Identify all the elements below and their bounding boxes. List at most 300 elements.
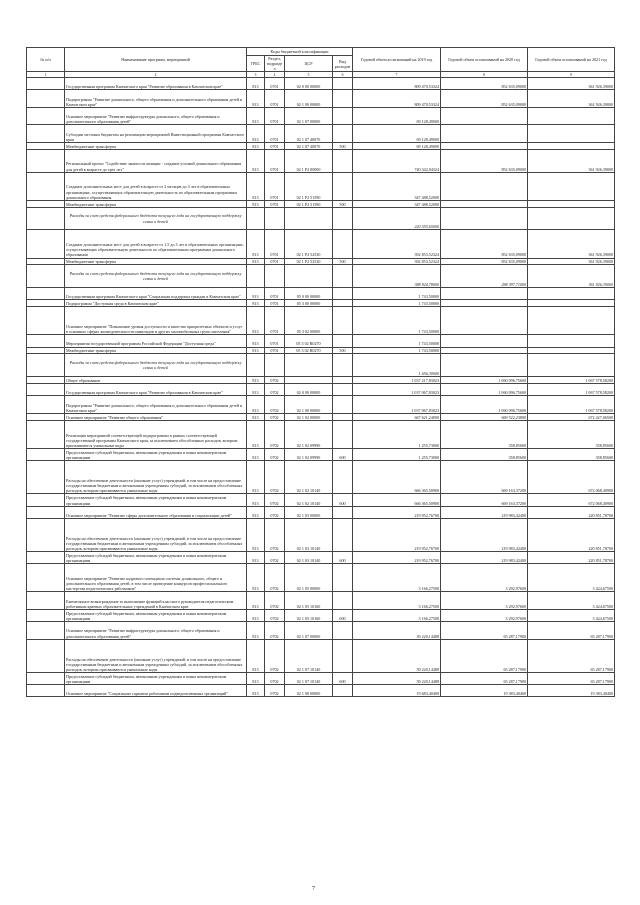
row-number-cell — [27, 258, 65, 265]
csr-code-cell: 02 1 02 09990 — [285, 448, 333, 460]
amount-2020-cell: 3 292,97600 — [441, 592, 528, 610]
grbs-code-cell: 813 — [247, 200, 265, 207]
table-row — [27, 207, 615, 230]
table-row — [27, 564, 615, 592]
column-header-vr: Вид расходов — [333, 56, 353, 72]
section-code-cell: 0702 — [265, 413, 285, 420]
csr-code-cell: 02 1 02 09990 — [285, 420, 333, 448]
amount-2020-cell — [441, 288, 528, 300]
table-row — [27, 335, 615, 347]
expense-type-cell — [333, 396, 353, 414]
column-index: 5 — [285, 72, 333, 78]
section-code-cell: 0701 — [265, 200, 285, 207]
amount-2020-cell: 65 287,17900 — [441, 622, 528, 640]
amount-2020-cell — [441, 300, 528, 307]
amount-2021-cell — [528, 354, 615, 377]
amount-2021-cell — [528, 347, 615, 354]
amount-2019-cell: 3 166,27500 — [353, 564, 441, 592]
csr-code-cell: 02 1 03 00000 — [285, 506, 333, 518]
amount-2021-cell: 220 851,78700 — [528, 518, 615, 551]
section-code-cell: 0702 — [265, 622, 285, 640]
amount-2021-cell: 358,85600 — [528, 420, 615, 448]
amount-2019-cell: 666 365,50900 — [353, 494, 441, 506]
grbs-code-cell: 813 — [247, 230, 265, 258]
row-number-cell — [27, 384, 65, 396]
row-number-cell — [27, 347, 65, 354]
csr-code-cell: 02 1 08 00000 — [285, 685, 333, 697]
amount-2020-cell: 852 635,09000 — [441, 149, 528, 172]
grbs-code-cell: 813 — [247, 396, 265, 414]
grbs-code-cell: 813 — [247, 518, 265, 551]
amount-2020-cell: 219 983,42400 — [441, 518, 528, 551]
amount-2020-cell: 1 060 096,75600 — [441, 396, 528, 414]
column-index: 6 — [333, 72, 353, 78]
amount-2021-cell: 361 926,39000 — [528, 149, 615, 172]
section-code-cell: 0702 — [265, 377, 285, 384]
table-row — [27, 609, 615, 621]
row-number-cell — [27, 335, 65, 347]
expense-type-cell: 600 — [333, 494, 353, 506]
section-code-cell: 0702 — [265, 494, 285, 506]
amount-2020-cell — [441, 172, 528, 200]
amount-2021-cell: 65 287,17900 — [528, 622, 615, 640]
table-row — [27, 384, 615, 396]
amount-2021-cell: 3 424,67500 — [528, 592, 615, 610]
amount-2019-cell: 809 470,53324 — [353, 78, 441, 90]
row-number-cell — [27, 265, 65, 288]
column-index: 3 — [247, 72, 265, 78]
section-code-cell: 0702 — [265, 673, 285, 685]
row-name-cell: Государственная программа Камчатского края "Развитие образования в Камчатском крае" — [65, 78, 247, 90]
section-code-cell: 0701 — [265, 347, 285, 354]
amount-2021-cell: 361 926,39000 — [528, 265, 615, 288]
section-code-cell — [265, 354, 285, 377]
row-name-cell: Расходы на обеспечение деятельности (оказание услуг) учреждений, в том числе на предоставление государственным бюджетным и автономным учреждениям субсидий, за исключением обособленных расходов, которым присваиваются уникальные коды — [65, 639, 247, 672]
row-number-cell — [27, 207, 65, 230]
csr-code-cell: 02 1 02 10140 — [285, 461, 333, 494]
amount-2021-cell: 358,85600 — [528, 448, 615, 460]
row-name-cell: Расходы на обеспечение деятельности (оказание услуг) учреждений, в том числе на предоставление государственным бюджетным и автономным учреждениям субсидий, за исключением обособленных расходов, которым присваиваются уникальные коды — [65, 461, 247, 494]
row-name-cell: Расходы за счет средств федерального бюджета текущего года на государственную поддержку семьи и детей — [65, 207, 247, 230]
row-name-cell: Мероприятия государственной программы Российской Федерации "Доступная среда" — [65, 335, 247, 347]
amount-2020-cell: 1 060 096,75600 — [441, 384, 528, 396]
grbs-code-cell: 813 — [247, 125, 265, 143]
expense-type-cell: 500 — [333, 347, 353, 354]
amount-2019-cell: 69 128,49000 — [353, 142, 441, 149]
csr-code-cell: 05 3 02 R0270 — [285, 335, 333, 347]
amount-2019-cell: 1 255,73000 — [353, 420, 441, 448]
table-row — [27, 149, 615, 172]
column-header-2019: Годовой объем ассигнований на 2019 год — [353, 48, 441, 72]
row-number-cell — [27, 107, 65, 125]
expense-type-cell: 500 — [333, 142, 353, 149]
amount-2020-cell: 65 287,17900 — [441, 639, 528, 672]
amount-2019-cell: 1 037 067,83023 — [353, 396, 441, 414]
expense-type-cell — [333, 461, 353, 494]
section-code-cell: 0702 — [265, 564, 285, 592]
csr-code-cell: 02 1 05 00000 — [285, 564, 333, 592]
row-number-cell — [27, 564, 65, 592]
row-number-cell — [27, 413, 65, 420]
amount-2019-cell: 666 365,50900 — [353, 461, 441, 494]
table-row — [27, 396, 615, 414]
expense-type-cell — [333, 307, 353, 335]
table-row — [27, 78, 615, 90]
grbs-code-cell: 813 — [247, 377, 265, 384]
row-name-cell: Основное мероприятие "Повышение уровня доступности и качества приоритетных объектов и услуг в основных сферах жизнедеятельности инвалидов и других маломобильных групп населения" — [65, 307, 247, 335]
amount-2019-cell: 740 342,04324 — [353, 149, 441, 172]
row-number-cell — [27, 448, 65, 460]
column-index: 4 — [265, 72, 285, 78]
amount-2021-cell: 3 424,67500 — [528, 609, 615, 621]
amount-2019-cell: 347 488,52000 — [353, 200, 441, 207]
row-number-cell — [27, 200, 65, 207]
amount-2019-cell: 1 656,30000 — [353, 354, 441, 377]
expense-type-cell — [333, 384, 353, 396]
csr-code-cell: 02 1 P2 51590 — [285, 172, 333, 200]
amount-2019-cell: 219 952,76700 — [353, 518, 441, 551]
section-code-cell: 0701 — [265, 172, 285, 200]
table-row — [27, 258, 615, 265]
row-number-cell — [27, 592, 65, 610]
amount-2019-cell: 388 924,78000 — [353, 265, 441, 288]
csr-code-cell: 05 3 02 00000 — [285, 307, 333, 335]
expense-type-cell — [333, 518, 353, 551]
csr-code-cell: 02 1 07 00000 — [285, 107, 333, 125]
amount-2020-cell: 358,85600 — [441, 420, 528, 448]
row-number-cell — [27, 609, 65, 621]
amount-2020-cell: 358,85600 — [441, 448, 528, 460]
row-name-cell: Общее образование — [65, 377, 247, 384]
amount-2019-cell: 69 128,49000 — [353, 107, 441, 125]
amount-2019-cell: 220 555,65000 — [353, 207, 441, 230]
amount-2020-cell: 669 163,37200 — [441, 461, 528, 494]
table-header-row — [27, 48, 615, 56]
grbs-code-cell: 813 — [247, 347, 265, 354]
expense-type-cell — [333, 335, 353, 347]
amount-2020-cell: 669 163,37200 — [441, 494, 528, 506]
row-name-cell: Расходы на обеспечение деятельности (оказание услуг) учреждений, в том числе на предоставление государственным бюджетным и автономным учреждениям субсидий, за исключением обособленных расходов, которым присваиваются уникальные коды — [65, 518, 247, 551]
section-code-cell: 0701 — [265, 107, 285, 125]
amount-2020-cell — [441, 142, 528, 149]
amount-2021-cell — [528, 288, 615, 300]
row-number-cell — [27, 420, 65, 448]
amount-2021-cell — [528, 200, 615, 207]
row-number-cell — [27, 149, 65, 172]
column-header-2020: Годовой объем ассигнований на 2020 год — [441, 48, 528, 72]
column-header-2021: Годовой объем ассигнований на 2021 год — [528, 48, 615, 72]
amount-2020-cell: 3 292,97600 — [441, 609, 528, 621]
column-header-csr: ЦСР — [285, 56, 333, 72]
csr-code-cell: 02 1 05 10160 — [285, 609, 333, 621]
table-row — [27, 265, 615, 288]
amount-2021-cell: 1 067 578,58200 — [528, 396, 615, 414]
expense-type-cell: 600 — [333, 552, 353, 564]
grbs-code-cell: 813 — [247, 300, 265, 307]
row-name-cell: Реализация мероприятий соответствующей подпрограммы в рамках соответствующей государственной программы Камчатского края, за исключением обособленных расходов, которым присваиваются уникальные коды — [65, 420, 247, 448]
section-code-cell: 0701 — [265, 258, 285, 265]
section-code-cell: 0701 — [265, 78, 285, 90]
csr-code-cell: 02 0 00 00000 — [285, 384, 333, 396]
amount-2021-cell: 672 427,06500 — [528, 413, 615, 420]
grbs-code-cell: 813 — [247, 172, 265, 200]
grbs-code-cell: 813 — [247, 78, 265, 90]
amount-2021-cell: 1 067 578,58200 — [528, 384, 615, 396]
expense-type-cell: 600 — [333, 673, 353, 685]
table-row — [27, 300, 615, 307]
row-name-cell: Подпрограмма "Доступная среда в Камчатском крае" — [65, 300, 247, 307]
row-name-cell: Предоставление субсидий бюджетным, автономным учреждениям и иным некоммерческим организациям — [65, 448, 247, 460]
table-row — [27, 377, 615, 384]
csr-code-cell: 02 1 03 10140 — [285, 518, 333, 551]
amount-2020-cell — [441, 125, 528, 143]
row-name-cell: Основное мероприятие "Развитие сферы дополнительного образования и социализации детей" — [65, 506, 247, 518]
row-number-cell — [27, 307, 65, 335]
row-number-cell — [27, 172, 65, 200]
expense-type-cell — [333, 506, 353, 518]
csr-code-cell: 02 1 P2 52530 — [285, 258, 333, 265]
grbs-code-cell: 813 — [247, 288, 265, 300]
row-number-cell — [27, 639, 65, 672]
amount-2021-cell: 65 287,17900 — [528, 639, 615, 672]
amount-2020-cell: 19 383,40400 — [441, 685, 528, 697]
expense-type-cell — [333, 622, 353, 640]
section-code-cell — [265, 207, 285, 230]
section-code-cell: 0701 — [265, 149, 285, 172]
table-row — [27, 200, 615, 207]
row-name-cell: Основное мероприятие "Развитие общего образования" — [65, 413, 247, 420]
amount-2020-cell: 3 292,97600 — [441, 564, 528, 592]
grbs-code-cell — [247, 265, 265, 288]
budget-allocation-table — [26, 47, 615, 697]
amount-2021-cell: 361 926,39000 — [528, 258, 615, 265]
expense-type-cell — [333, 207, 353, 230]
grbs-code-cell: 813 — [247, 673, 265, 685]
expense-type-cell — [333, 149, 353, 172]
grbs-code-cell: 813 — [247, 420, 265, 448]
amount-2020-cell — [441, 200, 528, 207]
amount-2020-cell — [441, 354, 528, 377]
amount-2019-cell: 39 220,14488 — [353, 673, 441, 685]
row-number-cell — [27, 142, 65, 149]
budget-table-sheet — [26, 47, 614, 697]
row-number-cell — [27, 230, 65, 258]
page-number: 7 — [312, 886, 315, 892]
row-number-cell — [27, 461, 65, 494]
csr-code-cell — [285, 354, 333, 377]
amount-2019-cell: 809 470,53324 — [353, 90, 441, 108]
amount-2021-cell: 220 851,78700 — [528, 506, 615, 518]
section-code-cell: 0702 — [265, 592, 285, 610]
amount-2020-cell — [441, 207, 528, 230]
row-name-cell: Региональный проект "Содействие занятости женщин - создание условий дошкольного образования для детей в возрасте до трех лет" — [65, 149, 247, 172]
row-name-cell: Подпрограмма "Развитие дошкольного, общего образования и дополнительного образования детей в Камчатском крае" — [65, 90, 247, 108]
row-name-cell: Основное мероприятие "Развитие кадрового потенциала системы дошкольного, общего и дополнительного образования детей, в том числе проведение конкурсов профессионального мастерства педагогических работников" — [65, 564, 247, 592]
row-number-cell — [27, 377, 65, 384]
row-number-cell — [27, 125, 65, 143]
csr-code-cell: 02 1 P2 00000 — [285, 149, 333, 172]
csr-code-cell: 02 1 00 00000 — [285, 396, 333, 414]
column-group-budget-codes: Коды бюджетной классификации — [247, 48, 353, 56]
row-name-cell: Создание дополнительных мест для детей в возрасте от 1,5 до 3 лет в образовательных организациях, осуществляющих образовательную деятельность по образовательным программам дошкольного образования — [65, 230, 247, 258]
row-name-cell: Государственная программа Камчатского края "Развитие образования в Камчатском крае" — [65, 384, 247, 396]
column-index: 9 — [528, 72, 615, 78]
row-name-cell: Создание дополнительных мест для детей в возрасте от 2 месяцев до 3 лет в образовательных организациях, осуществляющих образовательную деятельность по образовательным программам дошкольного образования — [65, 172, 247, 200]
amount-2021-cell: 672 068,40900 — [528, 494, 615, 506]
section-code-cell: 0701 — [265, 307, 285, 335]
row-number-cell — [27, 78, 65, 90]
amount-2019-cell: 1 743,50000 — [353, 335, 441, 347]
row-name-cell: Подпрограмма "Развитие дошкольного, общего образования и дополнительного образования детей в Камчатском крае" — [65, 396, 247, 414]
amount-2019-cell: 347 488,52000 — [353, 172, 441, 200]
section-code-cell: 0702 — [265, 420, 285, 448]
grbs-code-cell — [247, 207, 265, 230]
amount-2021-cell: 3 424,67500 — [528, 564, 615, 592]
section-code-cell: 0702 — [265, 461, 285, 494]
row-number-cell — [27, 90, 65, 108]
amount-2019-cell: 667 621,24000 — [353, 413, 441, 420]
grbs-code-cell: 813 — [247, 413, 265, 420]
amount-2020-cell: 1 060 096,75600 — [441, 377, 528, 384]
amount-2020-cell — [441, 107, 528, 125]
grbs-code-cell: 813 — [247, 494, 265, 506]
amount-2021-cell: 361 926,39000 — [528, 90, 615, 108]
grbs-code-cell: 813 — [247, 506, 265, 518]
grbs-code-cell: 813 — [247, 592, 265, 610]
expense-type-cell — [333, 420, 353, 448]
row-name-cell: Субсидии местным бюджетам на реализацию мероприятий Инвестиционной программы Камчатского края — [65, 125, 247, 143]
amount-2019-cell: 1 037 217,83023 — [353, 377, 441, 384]
table-row — [27, 461, 615, 494]
section-code-cell: 0701 — [265, 300, 285, 307]
csr-code-cell: 02 1 P2 51590 — [285, 200, 333, 207]
column-header-name: Наименование программ, мероприятий — [65, 48, 247, 72]
section-code-cell: 0702 — [265, 685, 285, 697]
amount-2019-cell: 69 128,49000 — [353, 125, 441, 143]
csr-code-cell: 05 3 00 00000 — [285, 300, 333, 307]
csr-code-cell: 02 1 07 10140 — [285, 673, 333, 685]
expense-type-cell — [333, 300, 353, 307]
amount-2019-cell: 39 220,14488 — [353, 639, 441, 672]
table-row — [27, 494, 615, 506]
grbs-code-cell: 813 — [247, 461, 265, 494]
section-code-cell: 0701 — [265, 90, 285, 108]
expense-type-cell — [333, 639, 353, 672]
section-code-cell: 0701 — [265, 142, 285, 149]
amount-2019-cell: 1 743,50000 — [353, 347, 441, 354]
grbs-code-cell: 813 — [247, 685, 265, 697]
amount-2021-cell: 220 851,78700 — [528, 552, 615, 564]
csr-code-cell: 02 1 07 10140 — [285, 639, 333, 672]
section-code-cell: 0702 — [265, 609, 285, 621]
expense-type-cell — [333, 354, 353, 377]
grbs-code-cell: 813 — [247, 552, 265, 564]
table-row — [27, 142, 615, 149]
amount-2021-cell: 19 383,40400 — [528, 685, 615, 697]
row-name-cell: Предоставление субсидий бюджетным, автономным учреждениям и иным некоммерческим организациям — [65, 609, 247, 621]
grbs-code-cell: 813 — [247, 335, 265, 347]
column-header-grbs: ГРБС — [247, 56, 265, 72]
row-name-cell: Расходы за счет средств федерального бюджета текущего года на государственную поддержку семьи и детей — [65, 265, 247, 288]
section-code-cell: 0701 — [265, 335, 285, 347]
table-row — [27, 307, 615, 335]
table-row — [27, 639, 615, 672]
amount-2021-cell — [528, 307, 615, 335]
amount-2019-cell: 1 743,50000 — [353, 300, 441, 307]
expense-type-cell: 500 — [333, 200, 353, 207]
csr-code-cell: 02 1 07 00000 — [285, 622, 333, 640]
amount-2021-cell: 65 287,17900 — [528, 673, 615, 685]
grbs-code-cell: 813 — [247, 142, 265, 149]
grbs-code-cell: 813 — [247, 609, 265, 621]
amount-2019-cell: 1 743,50000 — [353, 288, 441, 300]
amount-2021-cell — [528, 142, 615, 149]
amount-2020-cell: 669 522,23800 — [441, 413, 528, 420]
column-index: 2 — [65, 72, 247, 78]
csr-code-cell: 02 1 07 40070 — [285, 125, 333, 143]
csr-code-cell — [285, 207, 333, 230]
section-code-cell: 0701 — [265, 125, 285, 143]
row-name-cell: Предоставление субсидий бюджетным, автономным учреждениям и иным некоммерческим организациям — [65, 494, 247, 506]
column-header-number: № п/п — [27, 48, 65, 72]
amount-2020-cell: 298 397,71000 — [441, 265, 528, 288]
table-row — [27, 506, 615, 518]
section-code-cell: 0702 — [265, 639, 285, 672]
expense-type-cell: 600 — [333, 609, 353, 621]
expense-type-cell — [333, 172, 353, 200]
grbs-code-cell: 813 — [247, 384, 265, 396]
grbs-code-cell: 813 — [247, 107, 265, 125]
section-code-cell: 0702 — [265, 506, 285, 518]
amount-2021-cell — [528, 125, 615, 143]
amount-2019-cell: 1 255,73000 — [353, 448, 441, 460]
row-number-cell — [27, 552, 65, 564]
amount-2021-cell: 361 926,39000 — [528, 230, 615, 258]
csr-code-cell: 02 1 03 10140 — [285, 552, 333, 564]
grbs-code-cell: 813 — [247, 639, 265, 672]
amount-2020-cell: 65 287,17900 — [441, 673, 528, 685]
row-name-cell: Ежемесячное вознаграждение за выполнение функций классного руководителя педагогическим работникам краевых образовательных учреждений в Камчатском крае — [65, 592, 247, 610]
amount-2020-cell: 852 635,09000 — [441, 258, 528, 265]
csr-code-cell — [285, 265, 333, 288]
row-number-cell — [27, 396, 65, 414]
expense-type-cell — [333, 107, 353, 125]
row-number-cell — [27, 622, 65, 640]
table-row — [27, 673, 615, 685]
amount-2019-cell: 19 683,40400 — [353, 685, 441, 697]
grbs-code-cell: 813 — [247, 622, 265, 640]
amount-2020-cell: 219 983,42400 — [441, 552, 528, 564]
section-code-cell: 0701 — [265, 288, 285, 300]
grbs-code-cell — [247, 354, 265, 377]
amount-2019-cell: 219 952,76700 — [353, 552, 441, 564]
expense-type-cell — [333, 230, 353, 258]
amount-2020-cell — [441, 347, 528, 354]
expense-type-cell — [333, 90, 353, 108]
expense-type-cell — [333, 564, 353, 592]
amount-2019-cell: 219 952,76700 — [353, 506, 441, 518]
table-row — [27, 592, 615, 610]
amount-2021-cell — [528, 107, 615, 125]
section-code-cell: 0702 — [265, 384, 285, 396]
section-code-cell: 0702 — [265, 552, 285, 564]
table-row — [27, 90, 615, 108]
row-name-cell: Основное мероприятие "Развитие инфраструктуры дошкольного, общего образования и дополнительного образования детей" — [65, 107, 247, 125]
row-number-cell — [27, 300, 65, 307]
grbs-code-cell: 813 — [247, 149, 265, 172]
section-code-cell: 0702 — [265, 448, 285, 460]
expense-type-cell: 600 — [333, 448, 353, 460]
